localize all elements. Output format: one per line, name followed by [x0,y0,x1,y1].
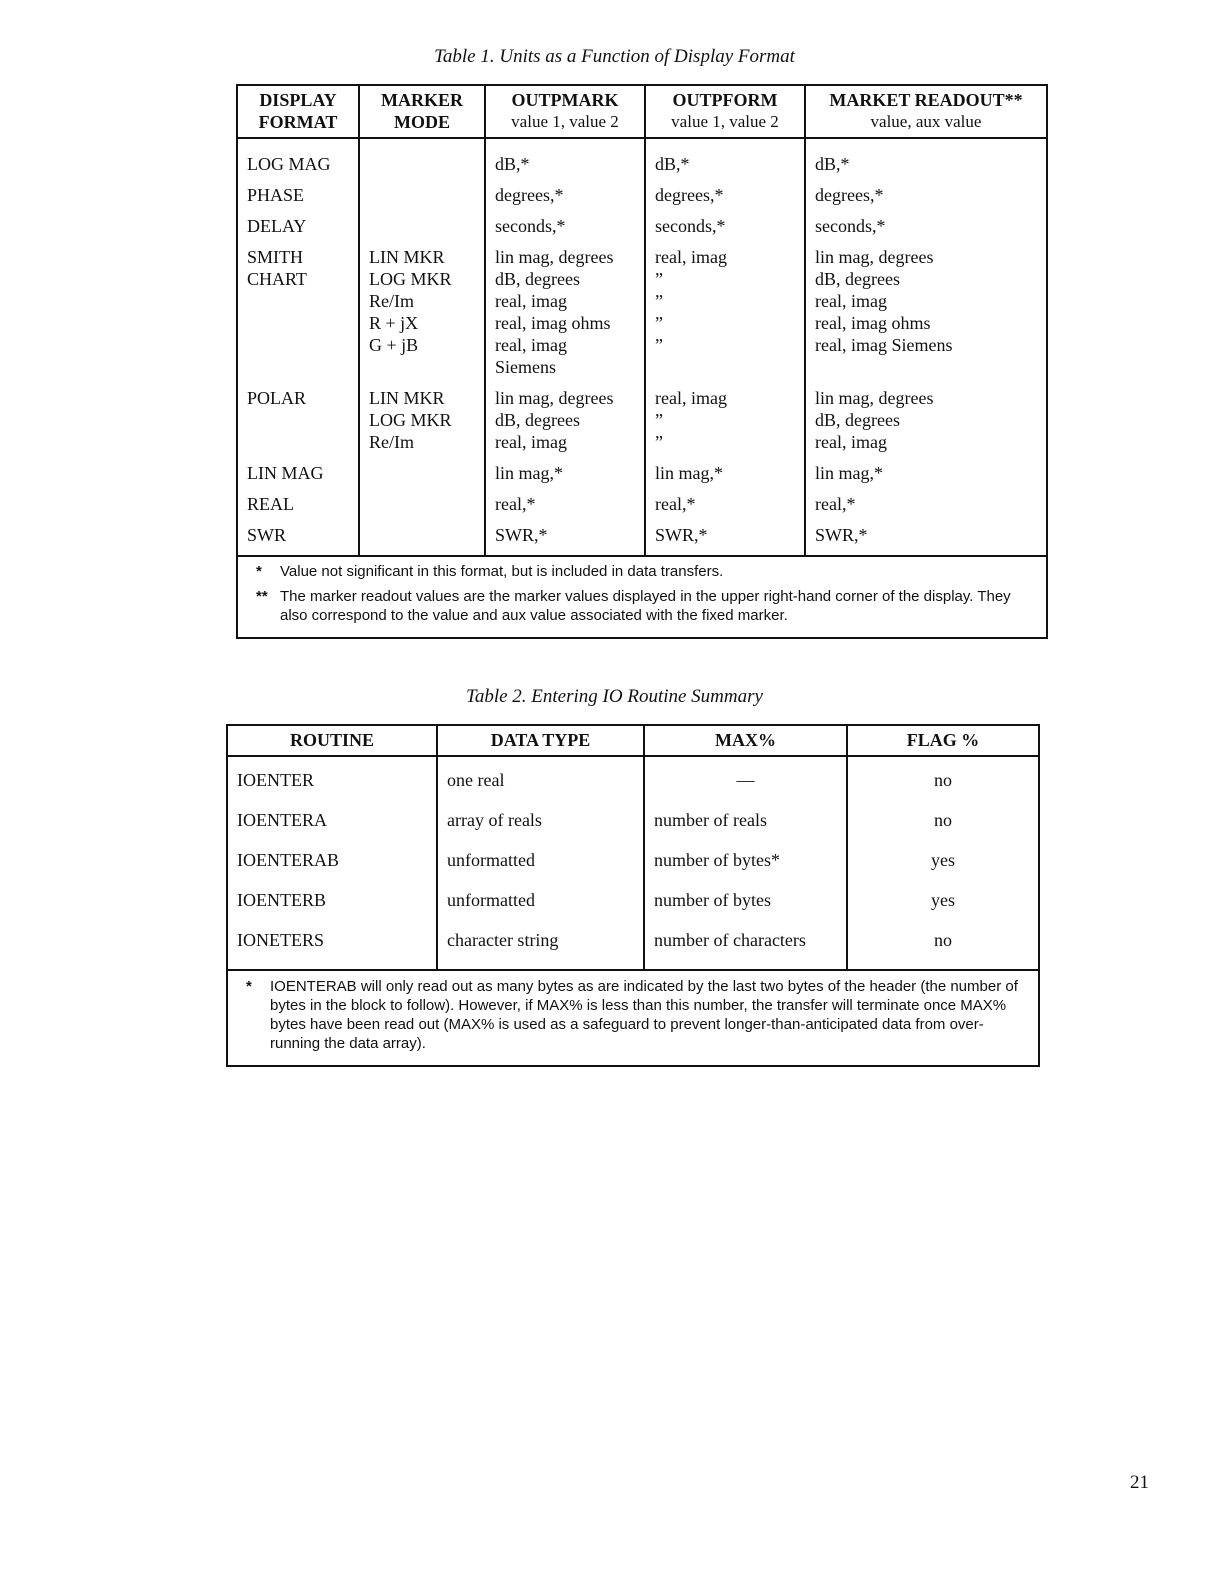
readout-line: lin mag, degrees [815,247,934,267]
table-row [237,246,1047,387]
mode-line: LOG MKR [369,269,452,289]
mode-line: Re/Im [369,432,414,452]
outpform-line: SWR,* [655,525,708,545]
cell-flag: no [847,809,1039,849]
outpform-line: real, imag [655,247,727,267]
cell-outpform [645,387,805,462]
readout-line: SWR,* [815,525,868,545]
cell-readout [805,246,1047,387]
cell-readout [805,153,1047,184]
readout-line: real, imag Siemens [815,335,953,355]
outpmark-line: lin mag, degrees [495,388,614,408]
outpform-line: ” [655,269,663,289]
outpform-line: degrees,* [655,185,724,205]
cell-flag: no [847,929,1039,970]
table-row [237,215,1047,246]
units-column-header [359,85,485,138]
outpmark-line: Siemens [495,357,556,377]
cell-readout [805,184,1047,215]
outpform-line: ” [655,432,663,452]
mode-line: LOG MKR [369,410,452,430]
outpform-line: ” [655,410,663,430]
cell-outpform [645,462,805,493]
spacer-row [237,138,1047,153]
cell-readout [805,387,1047,462]
cell-mode [359,153,485,184]
cell-data_type: one real [437,769,644,809]
table-row [237,153,1047,184]
footnote-text: The marker readout values are the marker values displayed in the upper right-hand corner of the display. They also correspond to the value and aux value associated with the fixed marker. [280,588,1011,624]
cell-outpmark [485,184,645,215]
cell-mode [359,493,485,524]
mode-line: G + jB [369,335,419,355]
cell-readout [805,524,1047,556]
readout-line: real,* [815,494,856,514]
outpform-line: ” [655,335,663,355]
cell-format [237,462,359,493]
cell-routine: IONETERS [227,929,437,970]
cell-max: number of characters [644,929,847,970]
footnote [246,977,1022,1053]
cell-format [237,524,359,556]
footnote-marker: ** [256,588,268,605]
readout-line: dB,* [815,154,850,174]
cell-outpform [645,184,805,215]
cell-readout [805,493,1047,524]
format-line: POLAR [247,388,307,408]
cell-routine: IOENTERAB [227,849,437,889]
format-line: SWR [247,525,287,545]
cell-format [237,387,359,462]
units-column-header [237,85,359,138]
cell-outpmark [485,153,645,184]
footnote [256,587,1030,625]
cell-outpmark [485,246,645,387]
readout-line: dB, degrees [815,410,900,430]
cell-mode [359,387,485,462]
spacer-cell [437,756,644,769]
header-title: MARKET READOUT** [829,90,1023,110]
header-subtitle: value 1, value 2 [511,112,619,131]
format-line: REAL [247,494,294,514]
cell-flag: yes [847,849,1039,889]
format-line: DELAY [247,216,307,236]
cell-max: number of bytes* [644,849,847,889]
readout-line: real, imag [815,432,887,452]
table-row [227,849,1039,889]
spacer-cell [359,138,485,153]
readout-line: dB, degrees [815,269,900,289]
cell-readout [805,462,1047,493]
table-row [227,889,1039,929]
footnote [256,562,1030,581]
cell-mode [359,524,485,556]
cell-outpform [645,153,805,184]
table2-caption: Table 2. Entering IO Routine Summary [466,686,763,707]
header-title: MODE [394,112,450,132]
outpmark-line: real, imag ohms [495,313,611,333]
header-title: OUTPMARK [511,90,619,110]
footnote-marker: * [256,563,262,580]
header-subtitle: value 1, value 2 [671,112,779,131]
cell-mode [359,215,485,246]
header-title: OUTPFORM [672,90,778,110]
cell-routine: IOENTER [227,769,437,809]
footnotes [237,556,1047,638]
cell-max: number of reals [644,809,847,849]
page-number: 21 [1130,1472,1149,1493]
table-row [227,929,1039,970]
spacer-cell [805,138,1047,153]
footnote-text: IOENTERAB will only read out as many bytes as are indicated by the last two bytes of the header (the number of bytes in the block to follow). However, if MAX% is less than this number, the transfer will terminate once MAX% bytes have been read out (MAX% is used as a safeguard to prevent longer-than-anticipated data from over-running the data array). [270,978,1018,1052]
table1-caption: Table 1. Units as a Function of Display Format [434,46,795,67]
units-column-header [805,85,1047,138]
footnotes [227,970,1039,1066]
cell-outpmark [485,215,645,246]
readout-line: real, imag ohms [815,313,931,333]
cell-format [237,246,359,387]
outpmark-line: lin mag,* [495,463,563,483]
io-column-header: FLAG % [847,725,1039,756]
io-table-header-row [227,725,1039,756]
cell-data_type: array of reals [437,809,644,849]
cell-mode [359,462,485,493]
outpmark-line: dB,* [495,154,530,174]
footnote-row [237,556,1047,638]
readout-line: lin mag,* [815,463,883,483]
format-line: CHART [247,269,307,289]
readout-line: seconds,* [815,216,886,236]
cell-routine: IOENTERB [227,889,437,929]
spacer-cell [485,138,645,153]
outpmark-line: real,* [495,494,536,514]
io-column-header: DATA TYPE [437,725,644,756]
cell-outpform [645,246,805,387]
outpmark-line: degrees,* [495,185,564,205]
header-title: DISPLAY [259,90,337,110]
cell-mode [359,246,485,387]
cell-outpmark [485,524,645,556]
readout-line: real, imag [815,291,887,311]
io-column-header: ROUTINE [227,725,437,756]
header-subtitle: value, aux value [870,112,982,131]
mode-line: R + jX [369,313,419,333]
cell-outpform [645,215,805,246]
footnote-text: Value not significant in this format, but is included in data transfers. [280,563,724,580]
spacer-cell [644,756,847,769]
cell-mode [359,184,485,215]
cell-format [237,184,359,215]
cell-outpform [645,493,805,524]
outpmark-line: real, imag [495,335,567,355]
mode-line: LIN MKR [369,247,445,267]
format-line: LOG MAG [247,154,331,174]
cell-max: — [644,769,847,809]
mode-line: LIN MKR [369,388,445,408]
table-row [237,387,1047,462]
spacer-cell [645,138,805,153]
outpmark-line: real, imag [495,432,567,452]
header-title: MARKER [381,90,463,110]
cell-format [237,215,359,246]
cell-outpform [645,524,805,556]
units-table-header-row [237,85,1047,138]
outpform-line: seconds,* [655,216,726,236]
format-line: SMITH [247,247,304,267]
cell-max: number of bytes [644,889,847,929]
format-line: PHASE [247,185,305,205]
cell-readout [805,215,1047,246]
outpform-line: dB,* [655,154,690,174]
units-column-header [485,85,645,138]
footnote-marker: * [246,978,252,995]
outpmark-line: lin mag, degrees [495,247,614,267]
outpform-line: real,* [655,494,696,514]
readout-line: degrees,* [815,185,884,205]
table-row [227,769,1039,809]
spacer-cell [847,756,1039,769]
units-table [236,84,1048,639]
outpform-line: ” [655,291,663,311]
header-title: FORMAT [258,112,338,132]
cell-format [237,493,359,524]
outpform-line: lin mag,* [655,463,723,483]
io-column-header: MAX% [644,725,847,756]
footnote-row [227,970,1039,1066]
cell-outpmark [485,493,645,524]
table-row [237,493,1047,524]
outpmark-line: seconds,* [495,216,566,236]
cell-data_type: unformatted [437,889,644,929]
outpmark-line: SWR,* [495,525,548,545]
io-routine-table [226,724,1040,1067]
cell-outpmark [485,462,645,493]
outpmark-line: dB, degrees [495,269,580,289]
spacer-cell [227,756,437,769]
cell-flag: yes [847,889,1039,929]
outpmark-line: real, imag [495,291,567,311]
outpform-line: real, imag [655,388,727,408]
readout-line: lin mag, degrees [815,388,934,408]
mode-line: Re/Im [369,291,414,311]
spacer-cell [237,138,359,153]
table-row [237,184,1047,215]
cell-flag: no [847,769,1039,809]
table-row [227,809,1039,849]
outpmark-line: dB, degrees [495,410,580,430]
table-row [237,524,1047,556]
cell-routine: IOENTERA [227,809,437,849]
cell-outpmark [485,387,645,462]
outpform-line: ” [655,313,663,333]
cell-format [237,153,359,184]
format-line: LIN MAG [247,463,324,483]
cell-data_type: unformatted [437,849,644,889]
cell-data_type: character string [437,929,644,970]
table-row [237,462,1047,493]
spacer-row [227,756,1039,769]
units-column-header [645,85,805,138]
